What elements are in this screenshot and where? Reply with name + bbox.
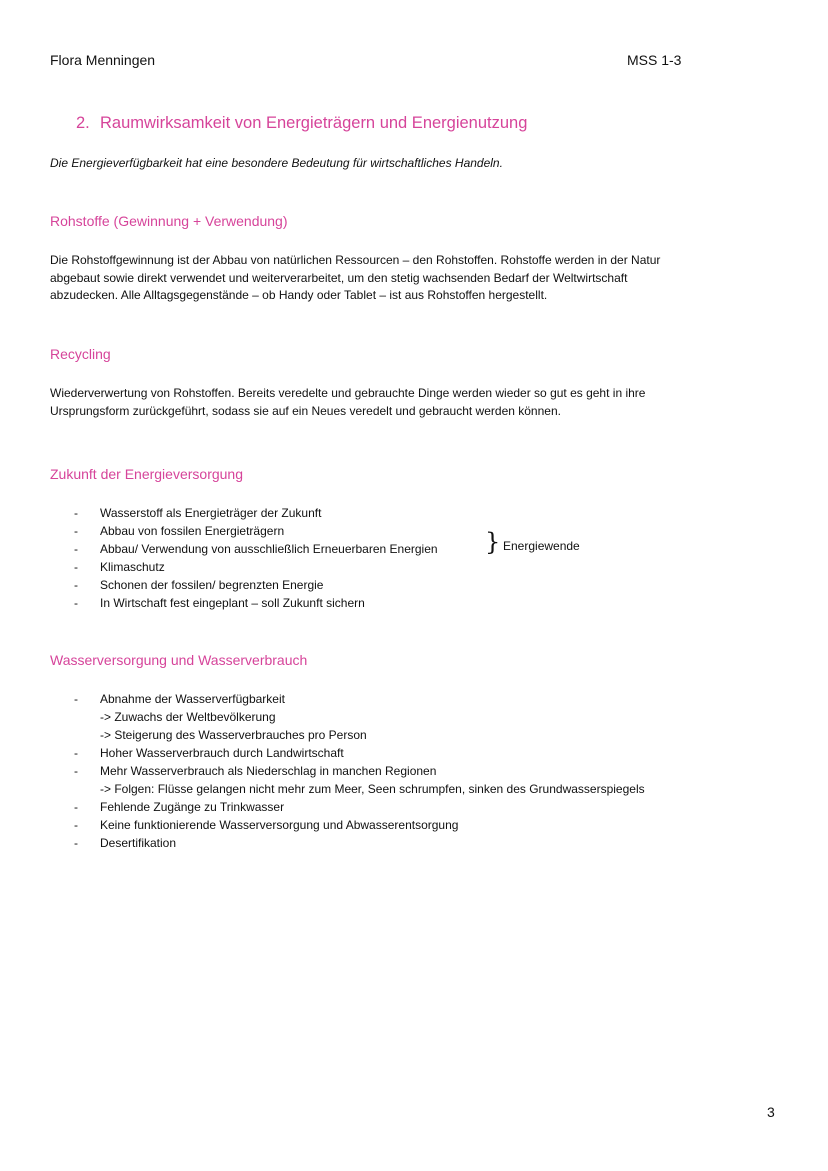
list-item [74,558,438,576]
list-item [74,522,438,540]
list-dash: - [74,524,78,538]
list-item-text: Mehr Wasserverbrauch als Niederschlag in manchen Regionen [100,764,437,778]
list-dash: - [74,560,78,574]
list-item-text: -> Folgen: Flüsse gelangen nicht mehr zum Meer, Seen schrumpfen, sinken des Grundwasserspiegels [100,782,645,796]
list-item-text: Abnahme der Wasserverfügbarkeit [100,692,285,706]
list-item [74,690,645,708]
list-item-text: Klimaschutz [100,560,165,574]
title-text: Raumwirksamkeit von Energieträgern und Energienutzung [100,114,528,132]
list-dash: - [74,506,78,520]
list-item [74,762,645,780]
list-item-text: Abbau/ Verwendung von ausschließlich Erneuerbaren Energien [100,542,438,556]
paragraph-recycling [50,385,750,420]
list-item-text: Abbau von fossilen Energieträgern [100,524,285,538]
list-dash: - [74,542,78,556]
list-item-text: Keine funktionierende Wasserversorgung und Abwasserentsorgung [100,818,459,832]
page-title [76,114,527,133]
list-dash: - [74,692,78,706]
curly-brace: } [485,528,501,556]
section-heading-zukunft: Zukunft der Energieversorgung [50,466,243,482]
list-item-text: Schonen der fossilen/ begrenzten Energie [100,578,324,592]
list-item [74,504,438,522]
list-item-text: Fehlende Zugänge zu Trinkwasser [100,800,285,814]
brace-label-energiewende: Energiewende [503,539,580,553]
page-number: 3 [767,1104,775,1120]
paragraph-line: Ursprungsform zurückgeführt, sodass sie auf ein Neues veredelt und gebraucht werden können. [50,403,561,418]
list-dash: - [74,578,78,592]
list-item [74,744,645,762]
list-item [74,576,438,594]
list-subitem [74,708,645,726]
list-item [74,834,645,852]
list-item-text: Wasserstoff als Energieträger der Zukunft [100,506,322,520]
paragraph-rohstoffe [50,252,750,305]
list-subitem [74,726,645,744]
author-name: Flora Menningen [50,52,156,68]
paragraph-line: abzudecken. Alle Alltagsgegenstände – ob Handy oder Tablet – ist aus Rohstoffen hergestellt. [50,288,548,302]
paragraph-line: Die Rohstoffgewinnung ist der Abbau von natürlichen Ressourcen – den Rohstoffen. Rohstoffe werden in der Natur [50,253,661,267]
section-heading-rohstoffe: Rohstoffe (Gewinnung + Verwendung) [50,213,288,229]
list-dash: - [74,596,78,610]
list-item-text: -> Steigerung des Wasserverbrauches pro Person [100,728,367,742]
list-item-text: Desertifikation [100,836,177,850]
list-dash: - [74,818,78,832]
list-item [74,594,438,612]
list-subitem [74,780,645,798]
section-heading-recycling: Recycling [50,346,111,362]
course-label: MSS 1-3 [627,52,682,68]
list-item [74,798,645,816]
section-heading-wasser: Wasserversorgung und Wasserverbrauch [50,652,308,668]
list-dash: - [74,800,78,814]
list-dash: - [74,764,78,778]
list-zukunft [74,504,438,612]
list-dash: - [74,746,78,760]
list-item [74,540,438,558]
list-dash: - [74,836,78,850]
title-number: 2. [76,114,90,132]
list-item-text: -> Zuwachs der Weltbevölkerung [100,710,276,724]
paragraph-line: abgebaut sowie direkt verwendet und weiterverarbeitet, um den stetig wachsenden Bedarf der Weltwirtschaft [50,270,628,285]
list-item [74,816,645,834]
list-item-text: In Wirtschaft fest eingeplant – soll Zukunft sichern [100,596,365,610]
intro-text: Die Energieverfügbarkeit hat eine besondere Bedeutung für wirtschaftliches Handeln. [50,156,503,170]
paragraph-line: Wiederverwertung von Rohstoffen. Bereits veredelte und gebrauchte Dinge werden wieder so gut es geht in ihre [50,386,646,400]
list-wasser [74,690,645,852]
list-item-text: Hoher Wasserverbrauch durch Landwirtschaft [100,746,344,760]
